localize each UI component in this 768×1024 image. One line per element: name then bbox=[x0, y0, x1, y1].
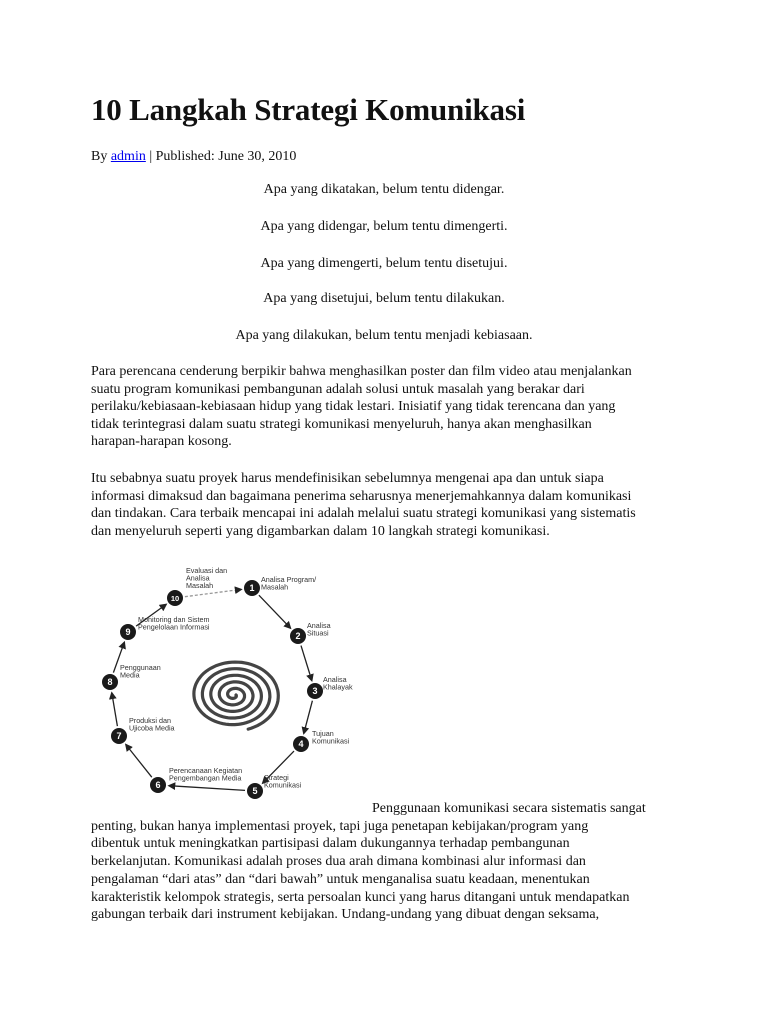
cycle-arrow bbox=[169, 786, 245, 791]
paragraph-line: pengalaman “dari atas” dan “dari bawah” untuk menganalisa suatu keadaan, menentukan bbox=[91, 871, 590, 887]
paragraph-line: Para perencana cenderung berpikir bahwa menghasilkan poster dan film video atau menjalankan bbox=[91, 364, 632, 379]
step-label: Analisa bbox=[323, 675, 347, 684]
paragraph-line: berkelanjutan. Komunikasi adalah proses dua arah dimana kombinasi alur informasi dan bbox=[91, 854, 586, 870]
step-number: 1 bbox=[249, 583, 255, 594]
quote-line: Apa yang didengar, belum tentu dimengerti. bbox=[260, 219, 508, 234]
step-label: Perencanaan Kegiatan bbox=[169, 766, 243, 775]
article-title: 10 Langkah Strategi Komunikasi bbox=[91, 92, 526, 127]
step-number: 8 bbox=[107, 677, 113, 688]
quote-line: Apa yang disetujui, belum tentu dilakukan. bbox=[263, 291, 505, 306]
step-label: Komunikasi bbox=[312, 736, 350, 746]
step-label: Evaluasi dan bbox=[186, 566, 228, 575]
paragraph-3 bbox=[91, 800, 681, 924]
cycle-arrow bbox=[126, 745, 152, 778]
step-number: 7 bbox=[116, 731, 122, 742]
strategy-cycle-diagram bbox=[91, 558, 371, 808]
paragraph-line: dibentuk untuk meningkatkan partisipasi dalam dukungannya terhadap pembangunan bbox=[91, 836, 570, 852]
author-link[interactable]: admin bbox=[110, 149, 146, 164]
step-label: Ujicoba Media bbox=[129, 723, 175, 733]
paragraph-line: harapan-harapan kosong. bbox=[91, 434, 232, 450]
quote-line: Apa yang dilakukan, belum tentu menjadi kebiasaan. bbox=[235, 328, 533, 343]
step-number: 4 bbox=[298, 739, 304, 750]
paragraph-line: perilaku/kebiasaan-kebiasaan hidup yang tidak lestari. Inisiatif yang tidak terencana dan yang bbox=[91, 399, 616, 415]
byline bbox=[91, 149, 296, 165]
paragraph-1 bbox=[91, 363, 677, 451]
step-label: Penggunaan bbox=[120, 663, 161, 672]
step-label: Masalah bbox=[261, 582, 289, 592]
step-label: Khalayak bbox=[323, 682, 353, 692]
paragraph-line: dan tindakan. Cara terbaik mencapai ini adalah melalui suatu strategi komunikasi yang sistematis bbox=[91, 506, 636, 522]
paragraph-line: Penggunaan komunikasi secara sistematis sangat bbox=[372, 801, 646, 816]
step-label: Analisa bbox=[186, 573, 210, 583]
step-number: 3 bbox=[312, 686, 318, 697]
published-date: | Published: June 30, 2010 bbox=[149, 149, 297, 164]
step-label: Analisa bbox=[307, 621, 331, 630]
cycle-arrow bbox=[259, 595, 291, 628]
step-number: 10 bbox=[170, 594, 180, 604]
step-label: Analisa Program/ bbox=[261, 575, 317, 584]
step-label: Strategi bbox=[264, 773, 289, 782]
paragraph-line: informasi dimaksud dan bagaimana penerima seharusnya menerjemahkannya dalam komunikasi bbox=[91, 488, 632, 504]
step-number: 6 bbox=[155, 780, 161, 791]
cycle-arrow bbox=[301, 646, 312, 681]
paragraph-2 bbox=[91, 470, 677, 540]
step-label: Situasi bbox=[307, 628, 329, 638]
paragraph-line: suatu program komunikasi pembangunan adalah solusi untuk masalah yang berakar dari bbox=[91, 381, 585, 397]
step-label: Media bbox=[120, 670, 140, 680]
step-number: 5 bbox=[252, 786, 258, 797]
paragraph-line: gabungan terbaik dari instrument kebijakan. Undang-undang yang dibuat dengan seksama, bbox=[91, 907, 600, 923]
quote-line: Apa yang dikatakan, belum tentu didengar. bbox=[263, 182, 505, 197]
step-number: 2 bbox=[295, 631, 301, 642]
step-label: Masalah bbox=[186, 580, 214, 590]
paragraph-line: Itu sebabnya suatu proyek harus mendefinisikan sebelumnya mengenai apa dan untuk siapa bbox=[91, 471, 604, 486]
step-label: Produksi dan bbox=[129, 716, 171, 725]
cycle-arrow bbox=[185, 589, 241, 596]
step-label: Monitoring dan Sistem bbox=[138, 615, 210, 624]
spiral-graphic bbox=[194, 662, 278, 729]
step-label: Tujuan bbox=[312, 729, 334, 738]
byline-prefix: By bbox=[91, 149, 108, 164]
cycle-arrow bbox=[112, 693, 118, 726]
paragraph-line: penting, bukan hanya implementasi proyek, tapi juga penetapan kebijakan/program yang bbox=[91, 818, 589, 834]
paragraph-line: karakteristik kelompok strategis, serta persoalan kunci yang harus ditangani untuk mendapatkan bbox=[91, 889, 630, 905]
quote-line: Apa yang dimengerti, belum tentu disetujui. bbox=[260, 256, 508, 271]
paragraph-line: tidak terintegrasi dalam suatu strategi komunikasi menyeluruh, hanya akan menghasilkan bbox=[91, 416, 592, 432]
step-label: Pengembangan Media bbox=[169, 773, 242, 783]
paragraph-line: dan menyeluruh seperti yang digambarkan dalam 10 langkah strategi komunikasi. bbox=[91, 523, 550, 539]
step-number: 9 bbox=[125, 627, 131, 638]
step-label: Pengelolaan Informasi bbox=[138, 622, 210, 632]
step-label: Komunikasi bbox=[264, 780, 302, 790]
